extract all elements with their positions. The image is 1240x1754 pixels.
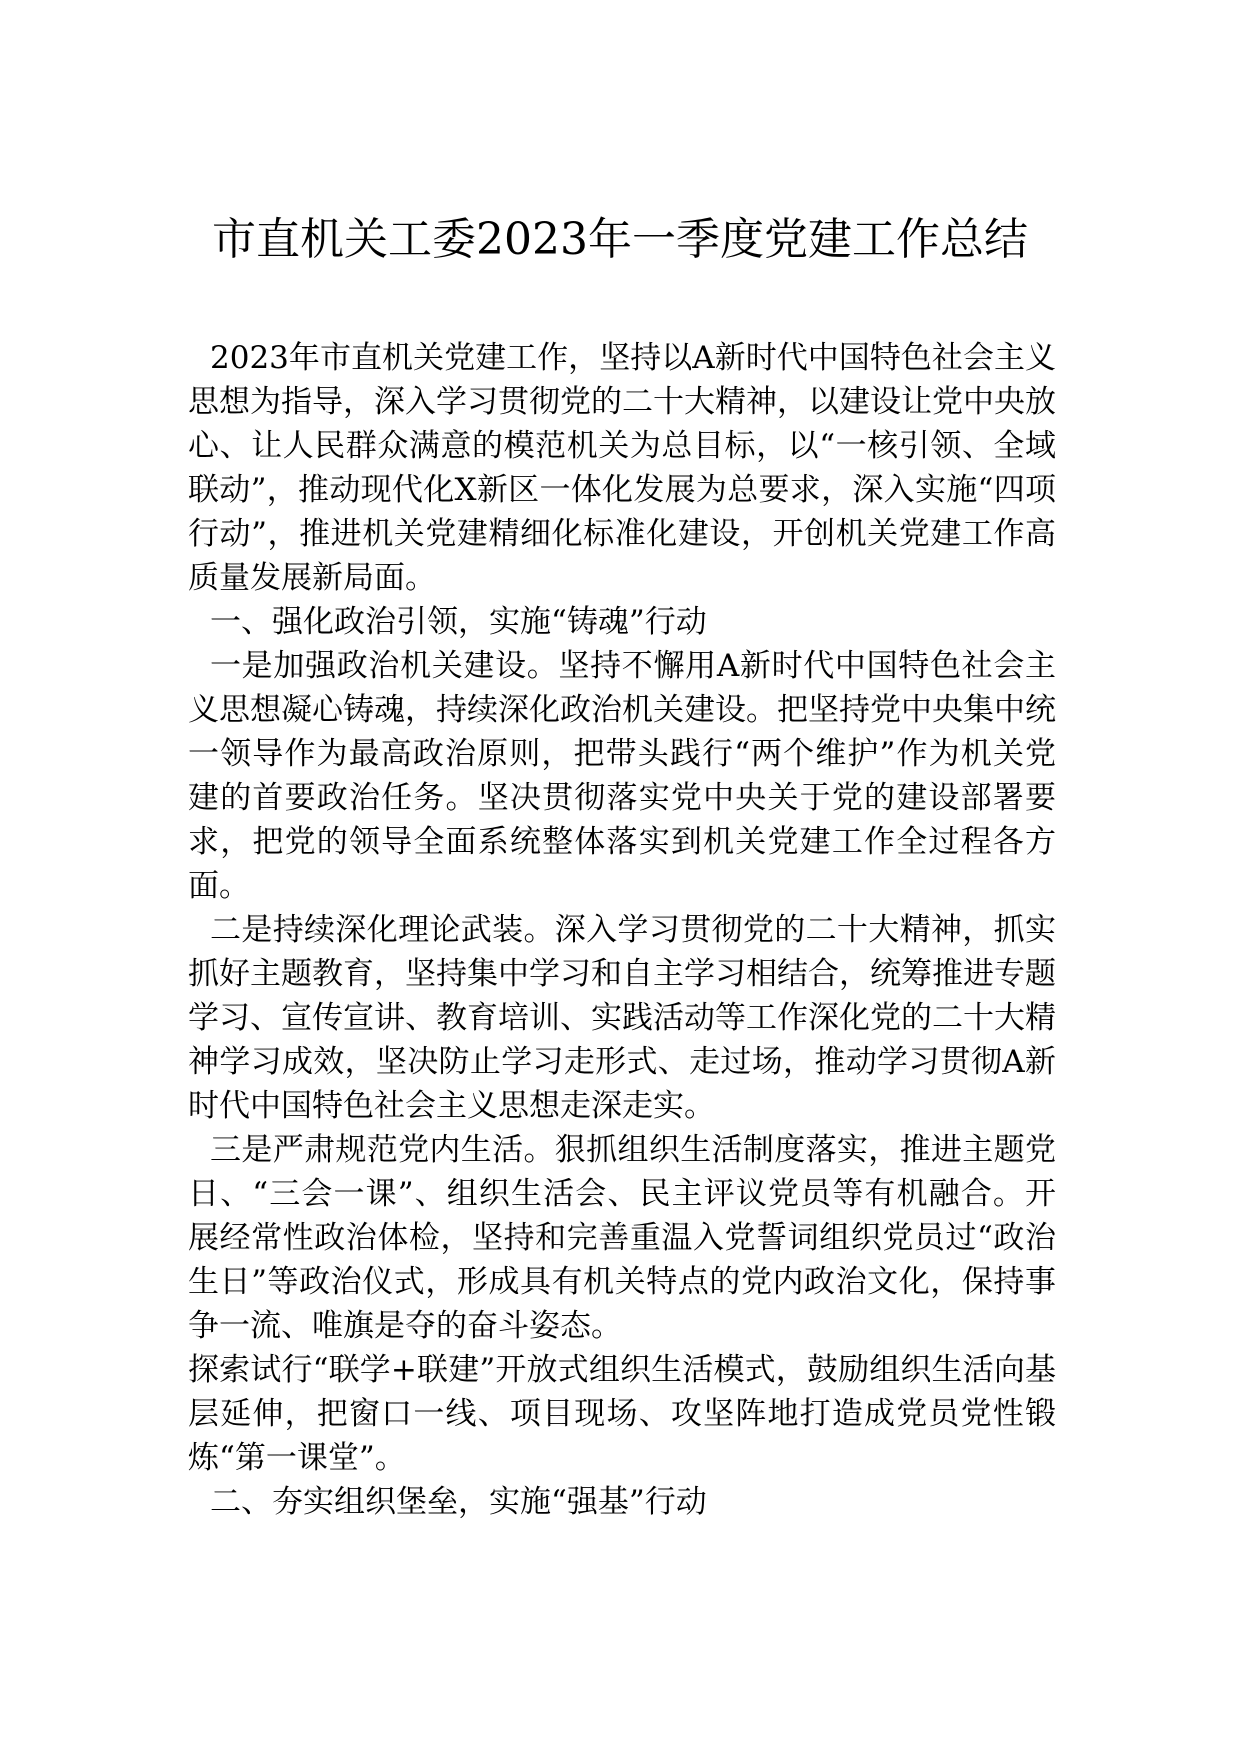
document-title: 市直机关工委2023年一季度党建工作总结 bbox=[212, 214, 1028, 265]
paragraph-political-organ: 一是加强政治机关建设。坚持不懈用A新时代中国特色社会主义思想凝心铸魂，持续深化政治机关建设。把坚持党中央集中统一领导作为最高政治原则，把带头践行“两个维护”作为机关党建的首要政治任务。坚决贯彻落实党中央关于党的建设部署要求，把党的领导全面系统整体落实到机关党建工作全过程各方面。 bbox=[188, 648, 1056, 904]
section-heading-2: 二、夯实组织堡垒，实施“强基”行动 bbox=[210, 1484, 707, 1520]
document-body bbox=[188, 336, 1056, 1524]
paragraph-party-life: 三是严肃规范党内生活。狠抓组织生活制度落实，推进主题党日、“三会一课”、组织生活会、民主评议党员等有机融合。开展经常性政治体检，坚持和完善重温入党誓词组织党员过“政治生日”等政治仪式，形成具有机关特点的党内政治文化，保持事争一流、唯旗是夺的奋斗姿态。 bbox=[188, 1132, 1056, 1344]
intro-paragraph: 2023年市直机关党建工作，坚持以A新时代中国特色社会主义思想为指导，深入学习贯彻党的二十大精神，以建设让党中央放心、让人民群众满意的模范机关为总目标，以“一核引领、全域联动”，推动现代化X新区一体化发展为总要求，深入实施“四项行动”，推进机关党建精细化标准化建设，开创机关党建工作高质量发展新局面。 bbox=[188, 340, 1056, 596]
section-heading-1: 一、强化政治引领，实施“铸魂”行动 bbox=[210, 604, 707, 640]
paragraph-theory-study: 二是持续深化理论武装。深入学习贯彻党的二十大精神，抓实抓好主题教育，坚持集中学习和自主学习相结合，统筹推进专题学习、宣传宣讲、教育培训、实践活动等工作深化党的二十大精神学习成效，坚决防止学习走形式、走过场，推动学习贯彻A新时代中国特色社会主义思想走深走实。 bbox=[188, 912, 1056, 1124]
paragraph-joint-study: 探索试行“联学+联建”开放式组织生活模式，鼓励组织生活向基层延伸，把窗口一线、项目现场、攻坚阵地打造成党员党性锻炼“第一课堂”。 bbox=[188, 1352, 1056, 1476]
